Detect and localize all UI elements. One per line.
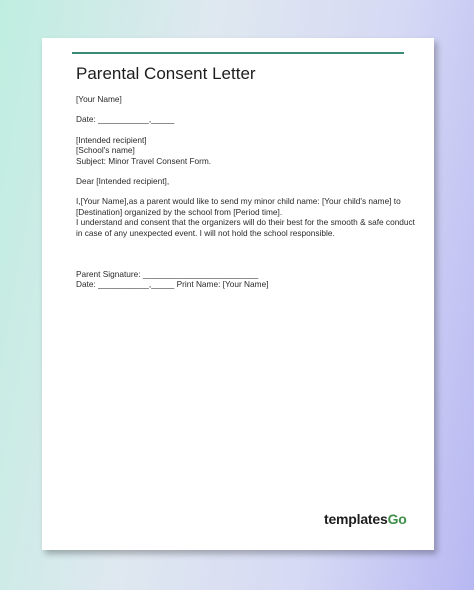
sender-name: [Your Name] [76, 94, 122, 104]
templatesgo-logo [324, 511, 407, 527]
date-line: Date: ___________,_____ [76, 114, 175, 125]
recipient-name: [Intended recipient] [76, 134, 147, 145]
print-name-line: Date: ___________,_____ Print Name: [Your Name] [76, 279, 269, 290]
letter-page [42, 38, 434, 550]
body-line-4: in case of any unexpected event. I will not hold the school responsible. [76, 227, 335, 238]
signature-line: Parent Signature: _________________________ [76, 269, 259, 280]
body-line-2: [Destination] organized by the school from [Period time]. [76, 206, 283, 217]
document-title: Parental Consent Letter [76, 64, 256, 83]
salutation: Dear [Intended recipient], [76, 176, 170, 187]
letter-body [76, 94, 415, 290]
logo-text-templates: templates [324, 511, 388, 527]
subject-line: Subject: Minor Travel Consent Form. [76, 155, 212, 166]
body-line-1: I,[Your Name],as a parent would like to send my minor child name: [Your child's name] to [76, 196, 401, 207]
body-line-3: I understand and consent that the organizers will do their best for the smooth & safe conduct [76, 217, 415, 228]
top-divider [72, 52, 404, 54]
school-name: [School's name] [76, 145, 135, 156]
logo-text-go: Go [387, 511, 407, 527]
